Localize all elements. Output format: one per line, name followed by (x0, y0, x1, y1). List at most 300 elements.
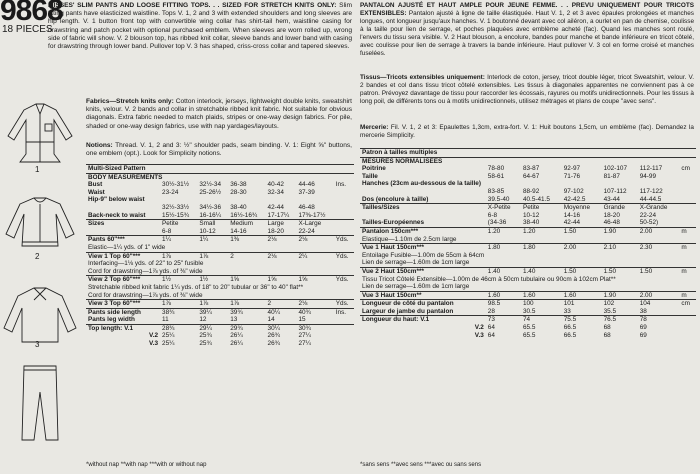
table-cell: 13 (230, 316, 238, 324)
fr-row-hanches (360, 188, 696, 196)
table-cell: View 2 Top 60"*** (88, 276, 141, 284)
english-desc-text: Slim fitting pants have elasticized waistline. Tops V. 1, 2 and 3 with extended shoulders and long sleeves are hip length. V. 1 button front top with convertible wing collar has shirt-tail hem, waistline casing for drawstring and patch pocket with optional purchased emblem. When sleeves are worn rolled up, wrong side of fabric will show. V. 2 blouson top, has ribbed knit collar, sleeve bands and lower band with casing for drawstring through lower band. Pullover top V. 3 has shaped, criss-cross collar and tapered sleeves. (48, 2, 352, 51)
tissus-text: Interlock de coton, jersey, tricot double léger, tricot Sweatshirt, velour. V. 2 bandes et col dans tissu tricot côtelé extensibles. Les tissus à diagonales apparentes ne conviennent pas à ce patron. Prévoyez davantage de tissu pour raccorder les écossais, rayures ou motifs unidirectionnels. Pour les tissus à long poil, de différents tons ou à motifs unidirectionnels, utilisez métrages et plans de coupe "avec sens". (360, 74, 695, 105)
table-cell: Large (267, 220, 284, 228)
table-cell: 25¼ (162, 340, 175, 348)
table-cell: 66.5 (563, 324, 577, 332)
table-cell: 69 (639, 324, 647, 332)
en-body-label: BODY MEASUREMENTS (88, 173, 163, 181)
table-cell: m (681, 267, 687, 275)
fabrics-label: Fabrics—Stretch knits only: (86, 98, 174, 105)
table-cell: 27¼ (298, 332, 311, 340)
table-cell: Longueur du haut: V.1 (362, 316, 430, 324)
table-cell: 38-40 (522, 219, 540, 227)
table-cell: Hip-9" below waist (88, 196, 145, 204)
table-row (360, 276, 696, 284)
table-cell: Top length: V.1 (88, 324, 134, 332)
table-cell: 1⅞ (199, 300, 209, 308)
table-cell: 28¾ (162, 324, 175, 332)
table-cell: 64 (487, 331, 495, 339)
en-v2-note1: Stretchable ribbed knit fabric 1¼ yds. of 18" to 20" tubular or 36" to 40" flat** (88, 283, 304, 291)
table-cell: 34½-36 (199, 203, 222, 211)
fr-v1-note1: Entoilage Fusible—1.00m de 55cm à 64cm (362, 251, 485, 259)
table-cell: 16-16¼ (199, 211, 222, 219)
table-cell (679, 308, 696, 316)
table-cell (679, 219, 696, 227)
table-cell: 46-48 (603, 219, 620, 227)
table-row (360, 157, 696, 165)
table-cell: 14-16 (230, 227, 247, 235)
english-fabrics (86, 98, 352, 131)
table-cell: 102 (603, 300, 615, 308)
table-cell: 28 (487, 307, 495, 315)
table-cell: 25¾ (199, 332, 212, 340)
en-row-hip (86, 204, 354, 212)
fig-label-1: 1 (35, 165, 40, 174)
table-cell: 88-92 (522, 187, 540, 195)
table-cell: 1.20 (522, 227, 536, 235)
fig-label-2: 2 (35, 252, 40, 261)
table-cell (679, 173, 696, 181)
table-cell: 42-44 (563, 219, 581, 227)
table-cell: 1⅞ (162, 252, 171, 260)
notions-text: Thread. V. 1, 2 and 3: ½" shoulder pads, seam binding. V. 1: Eight ⅝" buttons, one emblem (opt.). Look for Simplicity notions. (86, 142, 352, 158)
table-cell: View 3 Top 60"*** (88, 300, 141, 308)
french-title: PANTALON AJUSTÉ ET HAUT AMPLE POUR JEUNE FEMME. . . PREVU UNIQUEMENT POUR TRICOTS EXTENSIBLES: (360, 2, 694, 17)
table-cell: Yds. (335, 276, 349, 284)
table-cell: m (681, 291, 687, 299)
table-cell: 26¼ (230, 340, 243, 348)
table-cell: 40-42 (267, 181, 284, 189)
table-cell: 6-8 (162, 227, 172, 235)
table-cell: 39.5-40 (487, 195, 510, 203)
table-cell: 36-38 (230, 181, 247, 189)
table-cell: 50-52) (639, 219, 659, 227)
pattern-number: 9868 (0, 0, 63, 27)
fr-v2-note1: Tissu Tricot Côtelé Extensible—1.00m de 46cm à 50cm tubulaire ou 90cm à 102cm Plat** (362, 275, 616, 283)
table-cell: 1.80 (522, 244, 536, 252)
en-v1-note1: Interfacing—1⅛ yds. of 22" to 25" fusible (88, 260, 204, 268)
table-cell: 117-122 (639, 187, 663, 195)
table-cell: 1⅜ (230, 236, 240, 244)
table-cell: 97-102 (563, 187, 584, 195)
en-row-pants (86, 236, 354, 244)
table-cell: 30½-31½ (162, 181, 190, 189)
table-row (86, 284, 354, 292)
table-cell: 33 (563, 307, 571, 315)
table-row (360, 252, 696, 260)
en-row-sizes (86, 220, 354, 228)
table-cell: 32½-34 (199, 181, 222, 189)
table-cell: 6-8 (487, 211, 498, 219)
en-row-bust (86, 181, 354, 189)
table-cell: 17⅜-17½ (298, 211, 326, 219)
table-cell: 1.40 (522, 267, 536, 275)
table-cell (334, 189, 354, 197)
table-cell: 2⅛ (298, 300, 308, 308)
table-cell: 1.50 (603, 267, 617, 275)
table-cell: 25-26½ (199, 188, 222, 196)
table-cell: 42-44 (267, 203, 284, 211)
en-row-top-len-v3 (86, 340, 354, 348)
fr-row-side (360, 300, 696, 308)
table-cell: 32-34 (267, 188, 284, 196)
table-cell: Moyenne (563, 204, 591, 212)
table-cell: 35.5 (603, 307, 617, 315)
table-cell: V.3 (474, 331, 484, 339)
table-cell: (34-36 (487, 219, 507, 227)
table-cell (334, 228, 354, 236)
fr-nap-legend: *sans sens **avec sens ***avec ou sans sens (360, 462, 482, 468)
english-description (48, 2, 352, 51)
table-row (360, 259, 696, 267)
table-cell: 64 (487, 324, 495, 332)
table-cell: 1⅝ (230, 276, 240, 284)
table-cell: 73 (487, 316, 495, 324)
table-cell: V.2 (474, 324, 484, 332)
table-cell: m (681, 244, 687, 252)
table-cell: 38-40 (230, 203, 247, 211)
table-cell (334, 316, 354, 324)
table-cell: 78-80 (487, 165, 505, 173)
table-cell: 30¾ (298, 324, 311, 332)
table-cell (334, 340, 354, 348)
table-cell: 2.00 (639, 227, 653, 235)
table-cell: Dos (encolure à taille) (362, 195, 429, 203)
table-cell: 23-24 (162, 188, 179, 196)
table-cell: 25¼ (162, 332, 175, 340)
table-cell: Yds. (335, 252, 349, 260)
french-measurement-table (360, 148, 696, 339)
table-cell: 1.50 (563, 267, 577, 275)
table-cell: 98.5 (487, 300, 501, 308)
table-cell: 2.10 (603, 244, 617, 252)
table-cell: 15 (298, 316, 306, 324)
table-cell: 22-24 (298, 227, 315, 235)
table-cell: Taille (362, 172, 378, 180)
table-cell: 40¼ (267, 308, 280, 316)
table-cell: 28-30 (230, 188, 247, 196)
table-cell: 27¼ (298, 340, 311, 348)
table-cell: cm (681, 300, 690, 308)
table-cell (679, 316, 696, 324)
table-cell: 64-67 (522, 172, 540, 180)
table-cell: Yds. (335, 300, 349, 308)
table-cell: 74 (522, 316, 531, 324)
table-cell: Ins. (335, 181, 347, 189)
fr-row-v3 (360, 291, 696, 300)
fr-pantalon-note: Elastique—1.10m de 2.5cm large (362, 235, 457, 243)
table-cell (360, 188, 486, 196)
table-cell: 76.5 (603, 316, 617, 324)
table-cell: 68 (603, 331, 611, 339)
table-cell: 1.90 (603, 291, 617, 299)
table-cell: Yds. (335, 236, 349, 244)
table-cell: Grande (603, 204, 625, 212)
fr-pattern-label: Patron à tailles multiples (362, 149, 438, 156)
table-cell: 44-44.5 (639, 195, 662, 203)
garment-illustrations (0, 96, 80, 446)
en-row-v3 (86, 300, 354, 309)
table-cell: 81-87 (603, 172, 620, 180)
french-column (356, 0, 700, 474)
en-row-v1 (86, 252, 354, 260)
table-cell: 2.30 (639, 244, 653, 252)
table-cell: Petite (162, 220, 179, 228)
table-cell: 1.90 (603, 227, 617, 235)
table-row (86, 292, 354, 300)
fr-row-sizes (360, 204, 696, 212)
table-cell: 1⅝ (298, 276, 308, 284)
table-cell: 15½-15¾ (162, 211, 190, 219)
pants-sketch (22, 366, 58, 440)
table-cell: 78 (639, 316, 647, 324)
table-cell: 10-12 (522, 211, 540, 219)
tissus-label: Tissus—Tricots extensibles uniquement: (360, 74, 485, 81)
view1-sketch (8, 104, 72, 162)
table-cell: 65.5 (522, 324, 536, 332)
table-cell: 1⅝ (267, 276, 277, 284)
table-cell: Waist (88, 188, 105, 196)
table-cell: 29¼ (199, 324, 212, 332)
fabrics-text: Cotton interlock, jerseys, lightweight double knits, sweatshirt knits, velour. V. 2 bands and collar in stretchable ribbed knit fabric. Not suitable for obvious diagonals. Extra fabric needed to match plaids, stripes or one-way design fabrics. For pile, shaded or one-way design fabrics, use with nap yardages/layouts. (86, 98, 352, 130)
table-cell: 68 (603, 324, 611, 332)
table-cell (679, 188, 696, 196)
notions-label: Notions: (86, 142, 113, 149)
table-cell: 37-39 (298, 188, 315, 196)
table-cell: 1¼ (162, 236, 171, 244)
table-cell: Hanches (23cm au-dessous de la taille) (362, 180, 481, 188)
table-cell: 1⅞ (199, 252, 209, 260)
fr-v1-note2: Lien de serrage—1.60m de 1cm large (362, 259, 470, 267)
table-cell: 75.5 (563, 316, 577, 324)
table-cell: Poitrine (362, 165, 386, 173)
en-row-pants-leg (86, 316, 354, 324)
table-cell: 22-24 (639, 211, 657, 219)
table-cell: 10-12 (199, 227, 216, 235)
fr-row-dos (360, 196, 696, 204)
table-cell: Vue 3 Haut 150cm** (362, 291, 422, 299)
fr-row-eur (360, 219, 696, 227)
table-cell: 26¾ (267, 332, 280, 340)
table-cell: 40¾ (298, 308, 311, 316)
table-cell (679, 324, 696, 332)
fr-mes-label: MESURES NORMALISEES (362, 157, 443, 165)
table-cell: Pants side length (88, 308, 141, 316)
table-cell: Pants 60"*** (88, 236, 125, 244)
table-cell: 26¾ (267, 340, 280, 348)
table-cell: View 1 Top 60"*** (88, 252, 141, 260)
table-cell: Longueur de côté du pantalon (362, 300, 454, 308)
table-cell: 58-61 (487, 172, 505, 180)
french-fabrics (360, 74, 694, 106)
french-mercerie (360, 124, 694, 140)
table-cell: 2 (267, 300, 272, 308)
table-cell: 30¼ (267, 324, 280, 332)
table-cell: Tailles/Sizes (362, 204, 400, 212)
table-cell: 32½-33½ (162, 203, 190, 211)
table-cell (360, 212, 486, 220)
fr-row-taille (360, 173, 696, 181)
fr-row-hanches-label (360, 180, 696, 188)
table-row (86, 173, 354, 181)
table-cell (334, 324, 354, 332)
en-row-top-len-v1 (86, 324, 354, 332)
table-cell: 18-20 (603, 211, 620, 219)
table-cell: 40.5-41.5 (522, 195, 550, 203)
table-cell: Tailles-Européennes (362, 219, 425, 227)
table-cell (334, 212, 354, 220)
en-v1-note2: Cord for drawstring—1⅞ yds. of ⅜" wide (88, 267, 203, 275)
table-cell: 14 (267, 316, 275, 324)
table-cell: 92-97 (563, 165, 581, 173)
table-cell: 2⅛ (267, 236, 277, 244)
table-cell: 16½-16¾ (230, 211, 258, 219)
table-cell (334, 332, 354, 340)
table-cell: Pantalon 150cm*** (362, 227, 419, 235)
fr-row-leg (360, 308, 696, 316)
english-measurement-table (86, 164, 354, 348)
en-row-waist (86, 189, 354, 197)
table-cell (334, 220, 354, 228)
pieces-count: 18 PIECES (2, 24, 53, 35)
table-cell: 107-112 (603, 187, 627, 195)
table-cell: 1⅞ (162, 300, 171, 308)
en-row-hip-label (86, 196, 354, 204)
view2-sketch (6, 198, 74, 246)
table-cell: 29¾ (230, 324, 243, 332)
table-cell: 1¼ (199, 236, 209, 244)
table-cell: Petite (522, 204, 540, 212)
fr-row-v2 (360, 267, 696, 275)
table-row (86, 268, 354, 276)
table-cell: 25¾ (199, 340, 212, 348)
table-cell: X-Petite (487, 204, 511, 212)
table-cell: 1.20 (487, 227, 501, 235)
fr-row-size-nums (360, 212, 696, 220)
table-row (86, 260, 354, 268)
table-cell: 18-20 (267, 227, 284, 235)
table-cell: 2¼ (298, 252, 308, 260)
table-cell (679, 196, 696, 204)
table-cell: 26¼ (230, 332, 243, 340)
table-cell: 39¾ (230, 308, 243, 316)
table-cell: Vue 2 Haut 150cm*** (362, 267, 424, 275)
fr-row-haut-v1 (360, 316, 696, 324)
table-cell (679, 332, 696, 340)
table-cell: 38¾ (162, 308, 175, 316)
table-cell: 2.00 (639, 291, 653, 299)
table-cell: 1.40 (487, 267, 501, 275)
table-cell: 17-17¼ (267, 211, 290, 219)
table-row (360, 236, 696, 244)
table-cell: Ins. (335, 308, 347, 316)
table-cell: X-Grande (639, 204, 668, 212)
table-cell: 1½ (199, 276, 209, 284)
table-cell: 1.50 (639, 267, 653, 275)
en-row-size-nums (86, 228, 354, 236)
table-cell: 112-117 (639, 165, 663, 173)
en-nap-legend: *without nap **with nap ***with or without nap (86, 462, 207, 468)
fig-label-3: 3 (35, 340, 40, 349)
table-cell: 39¼ (199, 308, 212, 316)
table-cell (86, 228, 160, 236)
table-cell: 2.00 (563, 244, 577, 252)
en-row-pants-side (86, 308, 354, 316)
en-row-v2 (86, 276, 354, 284)
table-cell: 104 (639, 300, 651, 308)
table-cell: 2⅛ (298, 236, 308, 244)
english-notions (86, 142, 352, 158)
table-cell: 1⅞ (230, 300, 240, 308)
table-cell: 94-99 (639, 172, 657, 180)
table-cell: 101 (563, 300, 575, 308)
mercerie-label: Mercerie: (360, 124, 389, 131)
table-cell: 1½ (162, 276, 171, 284)
table-cell: 1.50 (563, 227, 577, 235)
table-cell: 30.5 (522, 307, 536, 315)
table-cell: 11 (162, 316, 169, 324)
table-cell: 1.60 (522, 291, 536, 299)
table-cell: 66.5 (563, 331, 577, 339)
table-cell: Vue 1 Haut 150cm*** (362, 244, 424, 252)
mercerie-text: Fil. V. 1, 2 et 3: Epaulettes 1,3cm, extra-fort. V. 1: Huit boutons 1,5cm, un emblème (fac). Demandez la mercerie Simplicity. (360, 124, 694, 139)
table-cell: 1.60 (563, 291, 577, 299)
table-cell: cm (681, 165, 690, 173)
table-cell: 71-76 (563, 172, 581, 180)
fr-row-pantalon (360, 227, 696, 235)
table-cell: Back-neck to waist (88, 211, 146, 219)
fr-row-v1 (360, 244, 696, 252)
en-v2-note2: Cord for drawstring—1⅞ yds. of ⅜" wide (88, 291, 203, 299)
table-cell: 46-48 (298, 203, 315, 211)
table-cell (679, 212, 696, 220)
english-title: MISSES' SLIM PANTS AND LOOSE FITTING TOPS. . . SIZED FOR STRETCH KNITS ONLY: (48, 2, 337, 9)
table-cell: Bust (88, 181, 103, 189)
table-cell: V.3 (149, 340, 159, 348)
table-cell: Small (199, 220, 216, 228)
table-cell (86, 204, 160, 212)
fr-row-poitrine (360, 165, 696, 173)
table-row (360, 283, 696, 291)
en-row-back (86, 212, 354, 220)
table-cell: X-Large (298, 220, 322, 228)
table-cell: Medium (230, 220, 253, 228)
table-cell: 12 (199, 316, 207, 324)
table-row (86, 165, 354, 174)
en-row-top-len-v2 (86, 332, 354, 340)
en-pattern-label: Multi-Sized Pattern (88, 165, 146, 172)
table-cell: V.2 (149, 332, 159, 340)
table-cell: 1.80 (487, 244, 501, 252)
french-description (360, 2, 694, 58)
table-cell: 65.5 (522, 331, 536, 339)
table-cell: Sizes (88, 220, 105, 228)
table-cell: 38 (639, 307, 647, 315)
fr-row-haut-v2 (360, 324, 696, 332)
table-row (360, 149, 696, 158)
table-cell: 69 (639, 331, 647, 339)
table-cell: 83-87 (522, 165, 540, 173)
table-cell: Largeur de jambe du pantalon (362, 307, 454, 315)
table-cell: m (681, 227, 687, 235)
table-cell: 83-85 (487, 187, 505, 195)
table-cell: 102-107 (603, 165, 628, 173)
view3-sketch (4, 288, 76, 342)
table-cell: 43-44 (603, 195, 620, 203)
french-desc-text: Pantalon ajusté à ligne de taille élastiquée. Haut V. 1, 2 et 3 avec épaules prolongées et manches longues, ont longueur jusqu'aux hanches. V. 1 boutonné devant avec col ailéron, a ourlet en pan de chemise, coulisse à la taille pour lien de serrage, et poches plaquées avec emblème acheté (fac). Quand les manches sont roulé, l'envers du tissu sera visible. V. 2 Haut blouson, a encolure, bandes pour manche et bande inférieure en tricot côtelé, avec coulisse pour lien de serrage à travers la bande inférieure. Haut pullover V. 3 col en forme croisé et manches fuselées. (360, 10, 695, 57)
fr-v2-note2: Lien de serrage—1.60m de 1cm large (362, 283, 470, 291)
